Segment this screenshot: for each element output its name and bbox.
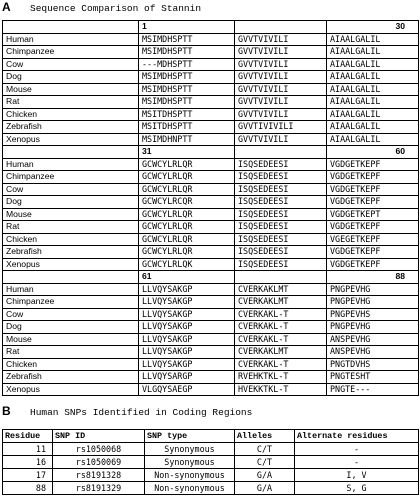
snp-row — [3, 443, 419, 456]
sequence-segment: VGDGETKEPF — [327, 246, 419, 259]
sequence-segment: ISQSEDEESI — [235, 208, 327, 221]
sequence-segment: PNGTDVHS — [327, 358, 419, 371]
sequence-segment: MSIMDHSPTT — [139, 96, 235, 109]
snp-alternate-residues: I, V — [295, 469, 419, 482]
position-row — [3, 271, 419, 284]
snp-id: rs8191329 — [53, 482, 145, 495]
sequence-segment: GCWCYLRLQR — [139, 208, 235, 221]
species-name: Dog — [3, 196, 139, 209]
position-end-cell — [327, 271, 419, 284]
sequence-segment: CVERKAKLMT — [235, 296, 327, 309]
sequence-segment: AIAALGALIL — [327, 71, 419, 84]
sequence-segment: AIAALGALIL — [327, 58, 419, 71]
sequence-segment: LLVQYSAKGP — [139, 346, 235, 359]
sequence-row — [3, 158, 419, 171]
sequence-segment: CVERKAKLMT — [235, 283, 327, 296]
species-name: Xenopus — [3, 133, 139, 146]
sequence-segment: ---MDHSPTT — [139, 58, 235, 71]
panel-a-letter: A — [2, 0, 11, 14]
sequence-segment: AIAALGALIL — [327, 83, 419, 96]
sequence-row — [3, 233, 419, 246]
position-end: 88 — [395, 271, 405, 282]
species-name: Zebrafish — [3, 121, 139, 134]
position-start: 61 — [139, 271, 235, 284]
sequence-segment: VGDGETKEPF — [327, 171, 419, 184]
sequence-segment: GVVTVIVILI — [235, 96, 327, 109]
sequence-row — [3, 58, 419, 71]
species-name: Human — [3, 33, 139, 46]
position-end-cell — [327, 146, 419, 159]
snp-row — [3, 482, 419, 495]
species-name: Zebrafish — [3, 371, 139, 384]
sequence-segment: CVERKAKL-T — [235, 308, 327, 321]
snp-type: Non-synonymous — [145, 482, 235, 495]
snp-alternate-residues: - — [295, 443, 419, 456]
sequence-segment: ISQSEDEESI — [235, 233, 327, 246]
position-spacer — [3, 21, 139, 34]
sequence-segment: GVVTVIVILI — [235, 58, 327, 71]
sequence-segment: GCWCYLRLQR — [139, 171, 235, 184]
sequence-segment: VGDGETKEPF — [327, 221, 419, 234]
panel-a-title: Sequence Comparison of Stannin — [30, 3, 202, 14]
species-name: Cow — [3, 183, 139, 196]
sequence-segment: MSIMDHNPTT — [139, 133, 235, 146]
sequence-row — [3, 83, 419, 96]
sequence-segment: PNGPEVHS — [327, 308, 419, 321]
sequence-segment: VGDGETKEPT — [327, 208, 419, 221]
species-name: Xenopus — [3, 383, 139, 396]
position-end: 60 — [395, 146, 405, 157]
species-name: Human — [3, 158, 139, 171]
sequence-segment: LLVQYSAKGP — [139, 333, 235, 346]
sequence-segment: AIAALGALIL — [327, 33, 419, 46]
sequence-row — [3, 371, 419, 384]
species-name: Mouse — [3, 208, 139, 221]
sequence-segment: VGDGETKEPF — [327, 158, 419, 171]
sequence-row — [3, 358, 419, 371]
sequence-row — [3, 171, 419, 184]
species-name: Cow — [3, 308, 139, 321]
species-name: Chicken — [3, 108, 139, 121]
sequence-row — [3, 308, 419, 321]
sequence-row — [3, 196, 419, 209]
sequence-row — [3, 121, 419, 134]
position-spacer — [3, 146, 139, 159]
sequence-segment: ISQSEDEESI — [235, 221, 327, 234]
sequence-row — [3, 333, 419, 346]
sequence-row — [3, 383, 419, 396]
sequence-segment: LLVQYSAKGP — [139, 308, 235, 321]
species-name: Chimpanzee — [3, 46, 139, 59]
sequence-row — [3, 46, 419, 59]
species-name: Dog — [3, 71, 139, 84]
sequence-segment: GCWCYLRLQR — [139, 158, 235, 171]
header-snp-id: SNP ID — [53, 430, 145, 443]
species-name: Cow — [3, 58, 139, 71]
snp-header-row — [3, 430, 419, 443]
sequence-segment: VLGQYSAEGP — [139, 383, 235, 396]
sequence-segment: ISQSEDEESI — [235, 183, 327, 196]
sequence-alignment-body — [3, 21, 419, 396]
species-name: Chimpanzee — [3, 296, 139, 309]
snp-table-body — [3, 443, 419, 495]
sequence-segment: MSIMDHSPTT — [139, 33, 235, 46]
sequence-segment: GVVTVIVILI — [235, 83, 327, 96]
species-name: Chimpanzee — [3, 171, 139, 184]
sequence-segment: CVERKAKL-T — [235, 321, 327, 334]
species-name: Dog — [3, 321, 139, 334]
sequence-row — [3, 96, 419, 109]
snp-row — [3, 456, 419, 469]
species-name: Chicken — [3, 233, 139, 246]
sequence-segment: PNGTESHT — [327, 371, 419, 384]
position-start: 1 — [139, 21, 235, 34]
sequence-segment: ISQSEDEESI — [235, 196, 327, 209]
snp-type: Synonymous — [145, 443, 235, 456]
sequence-segment: RVEHKTKL-T — [235, 371, 327, 384]
snp-residue: 16 — [3, 456, 53, 469]
position-spacer — [235, 146, 327, 159]
snp-alleles: G/A — [235, 482, 295, 495]
header-snp-type: SNP type — [145, 430, 235, 443]
position-spacer — [235, 21, 327, 34]
position-spacer — [235, 271, 327, 284]
snp-id: rs8191328 — [53, 469, 145, 482]
sequence-row — [3, 33, 419, 46]
snp-alternate-residues: S, G — [295, 482, 419, 495]
snp-type: Synonymous — [145, 456, 235, 469]
sequence-row — [3, 346, 419, 359]
sequence-segment: CVERKAKLMT — [235, 346, 327, 359]
sequence-segment: VGDGETKEPF — [327, 183, 419, 196]
sequence-row — [3, 133, 419, 146]
sequence-segment: GCWCYLRLQR — [139, 183, 235, 196]
sequence-segment: AIAALGALIL — [327, 108, 419, 121]
snp-residue: 88 — [3, 482, 53, 495]
sequence-segment: GCWCYLRLQR — [139, 233, 235, 246]
snp-table — [2, 429, 419, 495]
snp-residue: 17 — [3, 469, 53, 482]
snp-alternate-residues: - — [295, 456, 419, 469]
sequence-segment: MSIMDHSPTT — [139, 71, 235, 84]
position-end-cell — [327, 21, 419, 34]
snp-residue: 11 — [3, 443, 53, 456]
sequence-segment: CVERKAKL-T — [235, 358, 327, 371]
sequence-segment: PNGPEVHG — [327, 296, 419, 309]
species-name: Rat — [3, 346, 139, 359]
sequence-row — [3, 108, 419, 121]
header-residue: Residue — [3, 430, 53, 443]
sequence-segment: GVVTVIVILI — [235, 71, 327, 84]
sequence-alignment-table — [2, 20, 419, 396]
species-name: Rat — [3, 96, 139, 109]
sequence-segment: AIAALGALIL — [327, 96, 419, 109]
sequence-row — [3, 258, 419, 271]
sequence-segment: AIAALGALIL — [327, 46, 419, 59]
sequence-segment: MSIMDHSPTT — [139, 46, 235, 59]
sequence-segment: LLVQYSARGP — [139, 371, 235, 384]
snp-id: rs1050068 — [53, 443, 145, 456]
sequence-row — [3, 283, 419, 296]
sequence-segment: ISQSEDEESI — [235, 246, 327, 259]
sequence-row — [3, 296, 419, 309]
sequence-segment: LLVQYSAKGP — [139, 283, 235, 296]
sequence-segment: GCWCYLRLQK — [139, 258, 235, 271]
header-alternate-residues: Alternate residues — [295, 430, 419, 443]
panel-b-title: Human SNPs Identified in Coding Regions — [30, 407, 253, 418]
sequence-row — [3, 71, 419, 84]
sequence-row — [3, 208, 419, 221]
snp-id: rs1050069 — [53, 456, 145, 469]
sequence-segment: AIAALGALIL — [327, 121, 419, 134]
sequence-segment: LLVQYSAKGP — [139, 358, 235, 371]
sequence-segment: ISQSEDEESI — [235, 258, 327, 271]
sequence-segment: CVERKAKL-T — [235, 333, 327, 346]
sequence-segment: MSITDHSPTT — [139, 108, 235, 121]
sequence-segment: GCWCYLRLQR — [139, 246, 235, 259]
panel-b-letter: B — [2, 404, 11, 418]
position-end: 30 — [395, 21, 405, 32]
species-name: Zebrafish — [3, 246, 139, 259]
position-start: 31 — [139, 146, 235, 159]
species-name: Mouse — [3, 83, 139, 96]
position-row — [3, 146, 419, 159]
sequence-segment: HVEKKTKL-T — [235, 383, 327, 396]
sequence-segment: AIAALGALIL — [327, 133, 419, 146]
sequence-segment: ANSPEVHG — [327, 346, 419, 359]
sequence-segment: VGEGETKEPF — [327, 233, 419, 246]
sequence-segment: GCWCYLRLQR — [139, 221, 235, 234]
snp-row — [3, 469, 419, 482]
sequence-segment: PNGPEVHG — [327, 321, 419, 334]
sequence-row — [3, 183, 419, 196]
species-name: Xenopus — [3, 258, 139, 271]
species-name: Chicken — [3, 358, 139, 371]
sequence-segment: ANSPEVHG — [327, 333, 419, 346]
snp-alleles: G/A — [235, 469, 295, 482]
snp-type: Non-synonymous — [145, 469, 235, 482]
snp-alleles: C/T — [235, 456, 295, 469]
species-name: Rat — [3, 221, 139, 234]
sequence-segment: LLVQYSAKGP — [139, 321, 235, 334]
sequence-segment: GVVTVIVILI — [235, 46, 327, 59]
sequence-row — [3, 221, 419, 234]
sequence-segment: GVVTVIVILI — [235, 133, 327, 146]
sequence-row — [3, 246, 419, 259]
sequence-segment: GVVTVIVILI — [235, 108, 327, 121]
species-name: Human — [3, 283, 139, 296]
sequence-segment: MSIMDHSPTT — [139, 83, 235, 96]
species-name: Mouse — [3, 333, 139, 346]
sequence-segment: VGDGETKEPF — [327, 196, 419, 209]
sequence-segment: PNGTE--- — [327, 383, 419, 396]
position-spacer — [3, 271, 139, 284]
header-alleles: Alleles — [235, 430, 295, 443]
sequence-segment: VGDGETKEPF — [327, 258, 419, 271]
sequence-segment: MSITDHSPTT — [139, 121, 235, 134]
sequence-segment: GVVTVIVILI — [235, 33, 327, 46]
sequence-segment: GCWCYLRCQR — [139, 196, 235, 209]
sequence-segment: LLVQYSAKGP — [139, 296, 235, 309]
sequence-segment: ISQSEDEESI — [235, 158, 327, 171]
sequence-segment: PNGPEVHG — [327, 283, 419, 296]
sequence-segment: ISQSEDEESI — [235, 171, 327, 184]
snp-alleles: C/T — [235, 443, 295, 456]
position-row — [3, 21, 419, 34]
sequence-segment: GVVTIVIVILI — [235, 121, 327, 134]
sequence-row — [3, 321, 419, 334]
